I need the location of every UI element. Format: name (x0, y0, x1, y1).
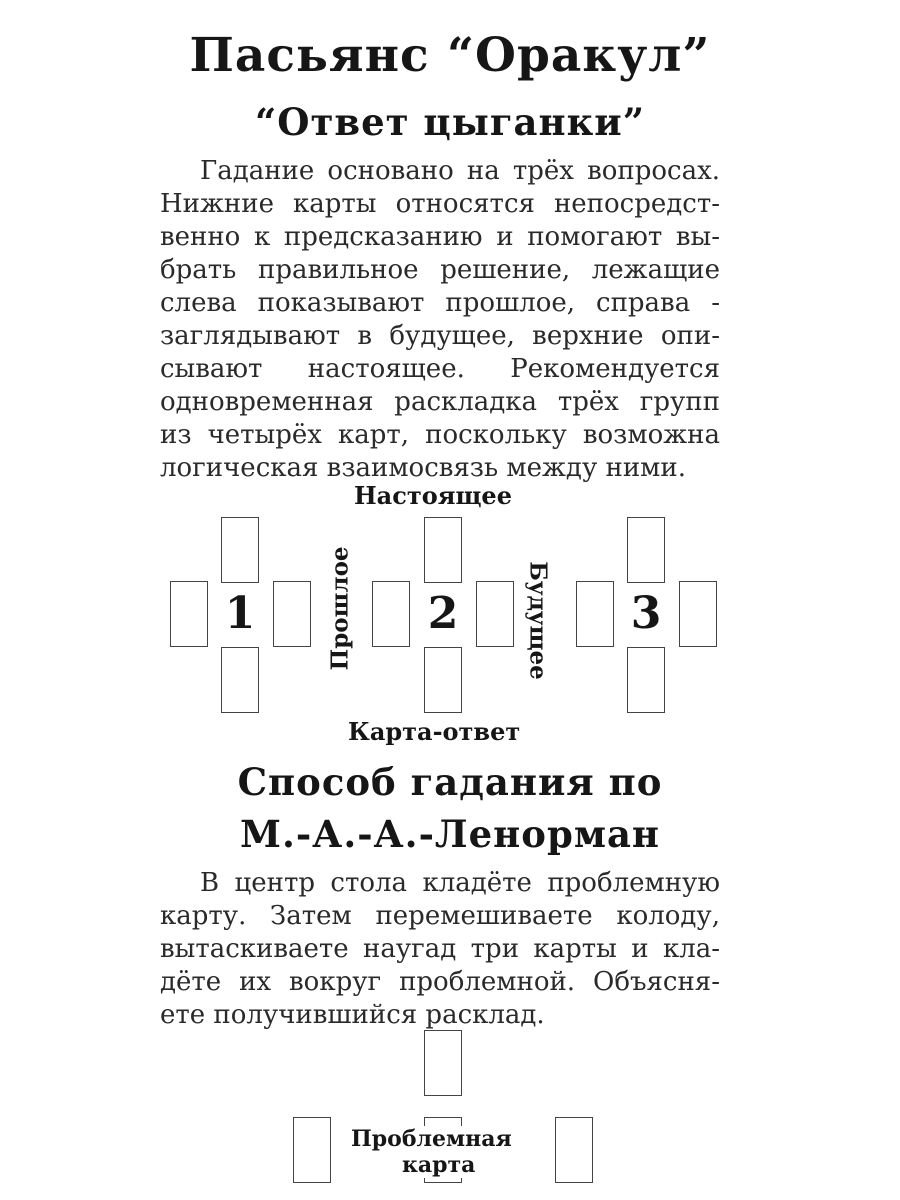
page-subtitle: “Ответ цыганки” (254, 100, 646, 144)
text-line: венно к предсказанию и помогают вы- (160, 222, 720, 252)
text-line: карту. Затем перемешиваете колоду, (160, 901, 720, 931)
label-future: Будущее (524, 561, 552, 680)
section-title-line1: Способ гадания по (237, 760, 663, 804)
text-line: заглядывают в будущее, верхние опи- (160, 321, 720, 351)
label-problem-card: Проблемная (351, 1126, 512, 1152)
text-line: дёте их вокруг проблемной. Объясня- (160, 967, 720, 997)
group-number-2: 2 (427, 588, 459, 639)
card-slot-group3-right (679, 581, 717, 647)
text-line: Нижние карты относятся непосредст- (160, 189, 720, 219)
card-slot-group1-top (221, 517, 259, 583)
text-line: В центр стола кладёте проблемную (200, 868, 720, 898)
group-number-1: 1 (224, 588, 256, 639)
card-slot-group2-top (424, 517, 462, 583)
label-answer-card: Карта-ответ (348, 717, 521, 746)
card-slot-group3-top (627, 517, 665, 583)
card-slot-group2-right (476, 581, 514, 647)
group-number-3: 3 (630, 588, 662, 639)
text-line: одновременная раскладка трёх групп (160, 387, 720, 417)
label-present: Настоящее (354, 481, 512, 510)
text-line: слева показывают прошлое, справа - (160, 288, 720, 318)
text-line: вытаскиваете наугад три карты и кла- (160, 934, 720, 964)
card-slot-problem-top (424, 1030, 462, 1096)
text-line: ете получившийся расклад. (160, 1000, 545, 1030)
card-slot-group1-left (170, 581, 208, 647)
label-problem-card-line2: карта (402, 1152, 476, 1178)
card-slot-group3-bottom (627, 647, 665, 713)
text-line: Гадание основано на трёх вопросах. (200, 156, 720, 186)
text-line: брать правильное решение, лежащие (160, 255, 720, 285)
card-slot-group3-left (576, 581, 614, 647)
text-line: из четырёх карт, поскольку возможна (160, 420, 720, 450)
text-line: сывают настоящее. Рекомендуется (160, 354, 720, 384)
card-slot-group2-bottom (424, 647, 462, 713)
card-slot-group1-bottom (221, 647, 259, 713)
page-title: Пасьянс “Оракул” (189, 28, 711, 83)
label-past: Прошлое (326, 546, 354, 671)
text-line: логическая взаимосвязь между ними. (160, 453, 686, 483)
card-slot-group1-right (273, 581, 311, 647)
section-title-line2: М.-А.-А.-Ленорман (239, 812, 661, 856)
method-paragraph (160, 867, 720, 1032)
intro-paragraph (160, 155, 720, 485)
card-slot-problem-right (555, 1117, 593, 1183)
card-slot-group2-left (372, 581, 410, 647)
card-slot-problem-left (293, 1117, 331, 1183)
